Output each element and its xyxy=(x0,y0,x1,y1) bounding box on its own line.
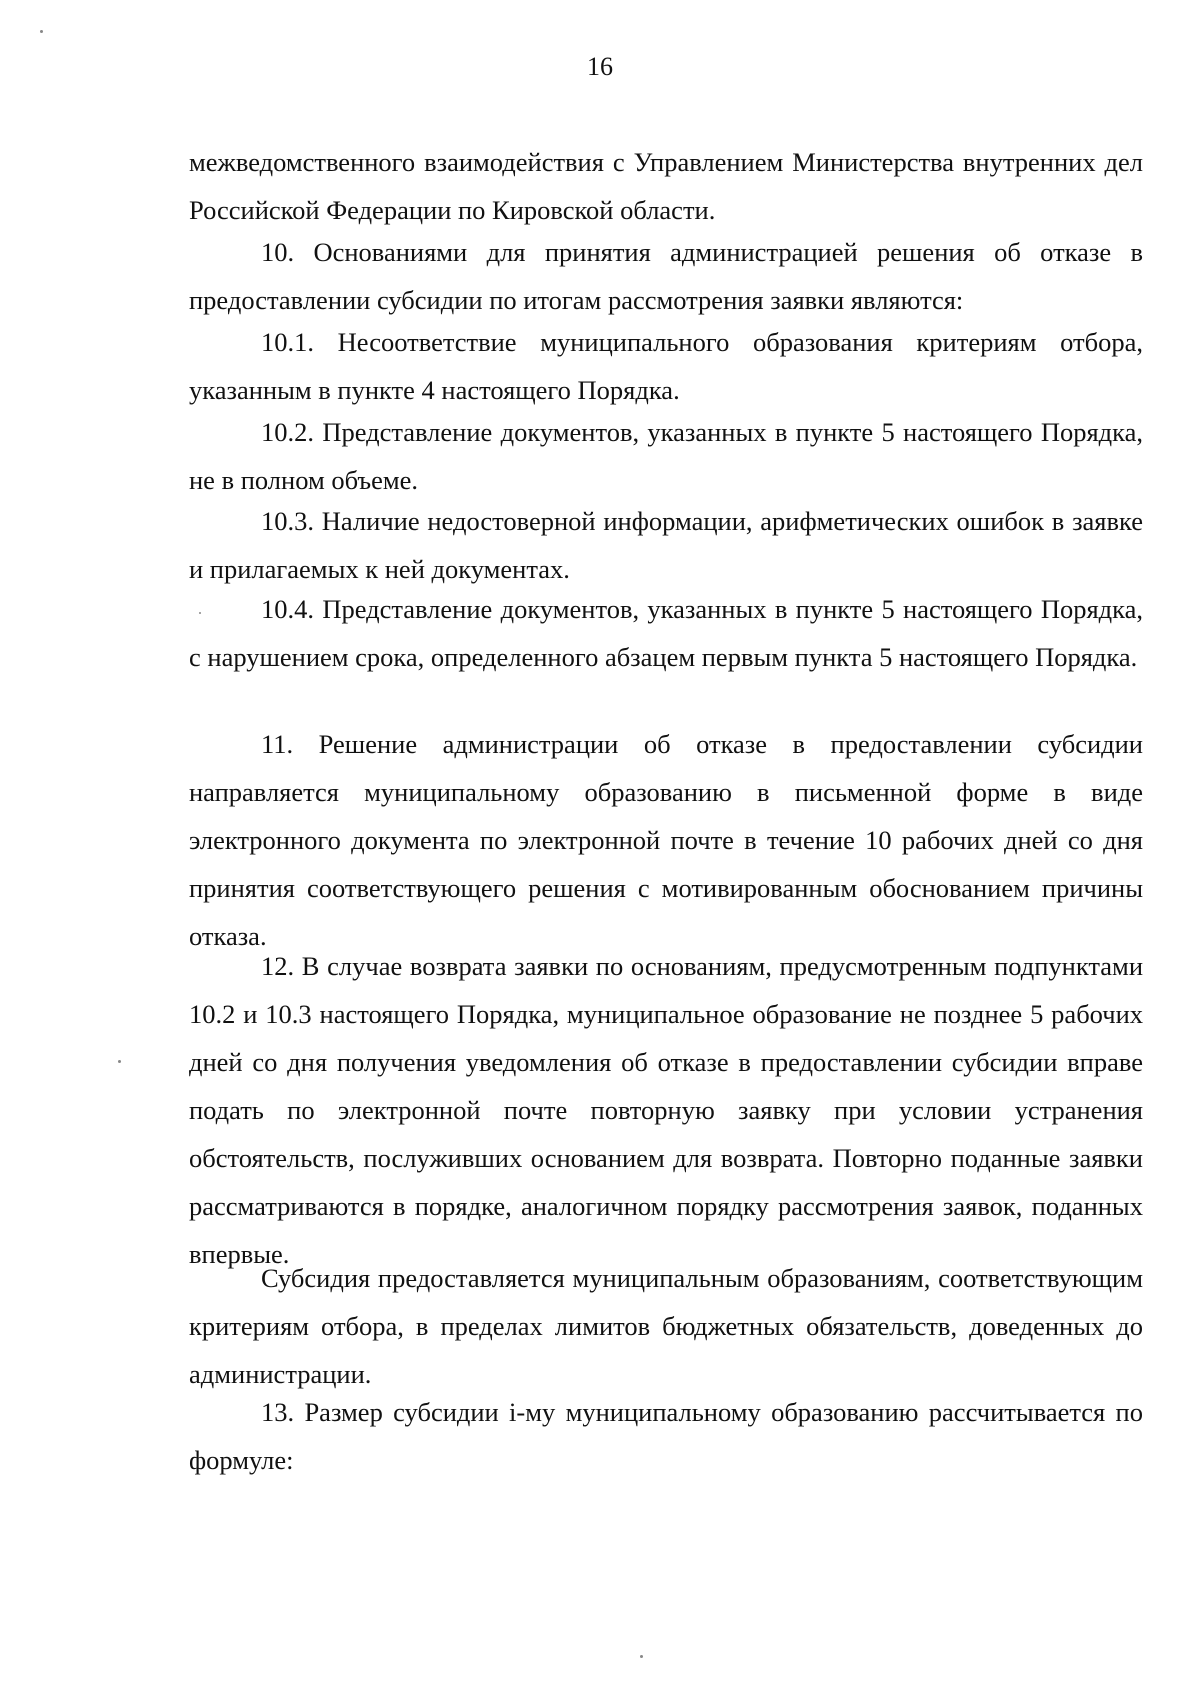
scan-speck xyxy=(40,30,43,33)
paragraph-item-10: 10. Основаниями для принятия администрацией решения об отказе в предоставлении субсидии по итогам рассмотрения заявки являются: xyxy=(189,237,1143,315)
paragraph-subsidy: Субсидия предоставляется муниципальным образованиям, соответствующим критериям отбора, в пределах лимитов бюджетных обязательств, доведенных до администрации. xyxy=(189,1263,1143,1389)
paragraph-item-13: 13. Размер субсидии i-му муниципальному образованию рассчитывается по формуле: xyxy=(189,1397,1143,1475)
page-number: 16 xyxy=(587,52,613,81)
scan-speck xyxy=(640,1655,643,1658)
paragraph-item-10-3: 10.3. Наличие недостоверной информации, арифметических ошибок в заявке и прилагаемых к ней документах. xyxy=(189,506,1143,584)
paragraph-item-11: 11. Решение администрации об отказе в предоставлении субсидии направляется муниципальному образованию в письменной форме в виде электронного документа по электронной почте в течение 10 рабочих дней со дня принятия соответствующего решения с мотивированным обоснованием причины отказа. xyxy=(189,729,1143,951)
scan-speck xyxy=(199,612,201,614)
paragraph-item-10-1: 10.1. Несоответствие муниципального образования критериям отбора, указанным в пункте 4 настоящего Порядка. xyxy=(189,327,1143,405)
paragraph-continuation: межведомственного взаимодействия с Управлением Министерства внутренних дел Российской Федерации по Кировской области. xyxy=(189,147,1143,225)
scan-speck xyxy=(118,1060,121,1063)
paragraph-item-10-2: 10.2. Представление документов, указанных в пункте 5 настоящего Порядка, не в полном объеме. xyxy=(189,417,1143,495)
paragraph-item-12: 12. В случае возврата заявки по основаниям, предусмотренным подпунктами 10.2 и 10.3 настоящего Порядка, муниципальное образование не позднее 5 рабочих дней со дня получения уведомления об отказе в предоставлении субсидии вправе подать по электронной почте повторную заявку при условии устранения обстоятельств, послуживших основанием для возврата. Повторно поданные заявки рассматриваются в порядке, аналогичном порядку рассмотрения заявок, поданных впервые. xyxy=(189,951,1143,1269)
paragraph-item-10-4: 10.4. Представление документов, указанных в пункте 5 настоящего Порядка, с нарушением срока, определенного абзацем первым пункта 5 настоящего Порядка. xyxy=(189,594,1143,672)
